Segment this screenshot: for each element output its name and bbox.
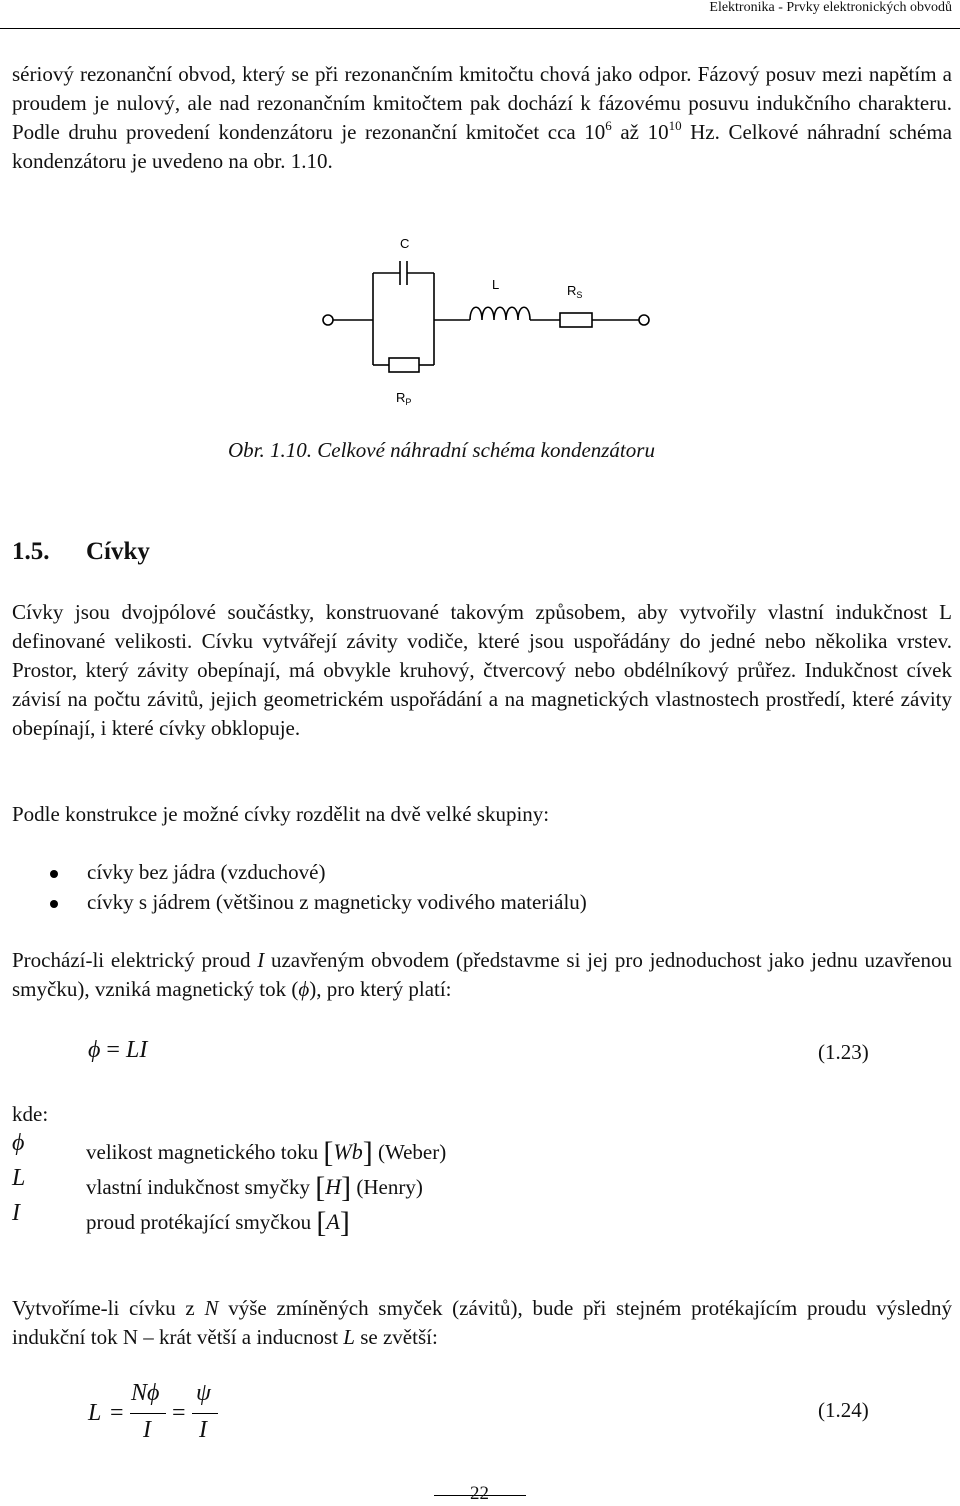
paragraph-groups: Podle konstrukce je možné cívky rozdělit na dvě velké skupiny: [12,802,550,826]
label-l: L [492,277,500,292]
header-rule [0,28,960,29]
inductor-coil [470,307,530,320]
equation-number-1-23: (1.23) [818,1040,869,1064]
exponent-10: 10 [668,118,682,133]
left-terminal [323,315,333,325]
paragraph-magnetic-flux: Prochází-li elektrický proud I uzavřeným obvodem (představme si jej pro jednoduchost jako jednu uzavřenou smyčku), vzniká magnetický tok (ϕ), pro který platí: [12,948,952,1001]
running-header: Elektronika - Prvky elektronických obvodů [709,0,952,15]
label-rp: $R_P$ [396,390,412,407]
equation-number-1-24: (1.24) [818,1398,869,1422]
capacitor-equivalent-circuit [300,225,760,415]
paragraph-coils-definition: Cívky jsou dvojpólové součástky, konstruované takovým způsobem, aby vytvořily vlastní indukčnost L definované velikosti. Cívku vytvářejí závity vodiče, které jsou uspořádány do jedné nebo několika vrstev. Prostor, který závity obepínají, má obvykle kruhový, čtvercový nebo obdélníkový průřez. Indukčnost cívek závisí na počtu závitů, jejich geometrickém uspořádání a na magnetických vlastnostech prostředí, které závity obepínají, i které cívky obklopuje. [12,600,952,740]
resistor-rp [389,358,419,372]
equation-1-23: ϕ = LI [88,1037,148,1063]
legend-row-inductance: L vlastní indukčnost smyčky [H] (Henry) [12,1165,423,1204]
legend-row-current: I proud protékající smyčkou [A] [12,1200,350,1239]
equation-1-24: L = Nϕ I = ψ I [88,1380,248,1460]
legend-row-flux: ϕ velikost magnetického toku [Wb] (Weber) [12,1130,447,1169]
bullet-icon [50,870,58,878]
exponent-6: 6 [605,118,612,133]
intro-paragraph: sériový rezonanční obvod, který se při rezonančním kmitočtu chová jako odpor. Fázový posuv mezi napětím a proudem je nulový, ale nad rezonančním kmitočtem pak dochází k fázovému posuvu indukčního charakteru. Podle druhu provedení kondenzátoru je rezonanční kmitočet cca $10^6$ až $10^{10}$ Hz. Celkové náhradní schéma kondenzátoru je uvedeno na obr. 1.10. [12,62,952,173]
fraction-bar [130,1413,166,1414]
resistor-rs [560,313,592,327]
section-number: 1.5. [12,538,50,565]
right-terminal [639,315,649,325]
legend-heading: kde: [12,1102,49,1126]
paragraph-n-turns: Vytvoříme-li cívku z N výše zmíněných smyček (závitů), bude při stejném protékajícím proudu výsledný indukční tok N – krát větší a inducnost L se zvětší: [12,1296,953,1349]
figure-caption: Obr. 1.10. Celkové náhradní schéma kondenzátoru [228,438,655,462]
section-title: Cívky [86,538,150,565]
page-number: 22 [470,1483,489,1504]
bullet-icon [50,900,58,908]
label-c: C [400,236,410,251]
fraction-bar [192,1413,218,1414]
label-rs: $R_S$ [567,283,583,300]
